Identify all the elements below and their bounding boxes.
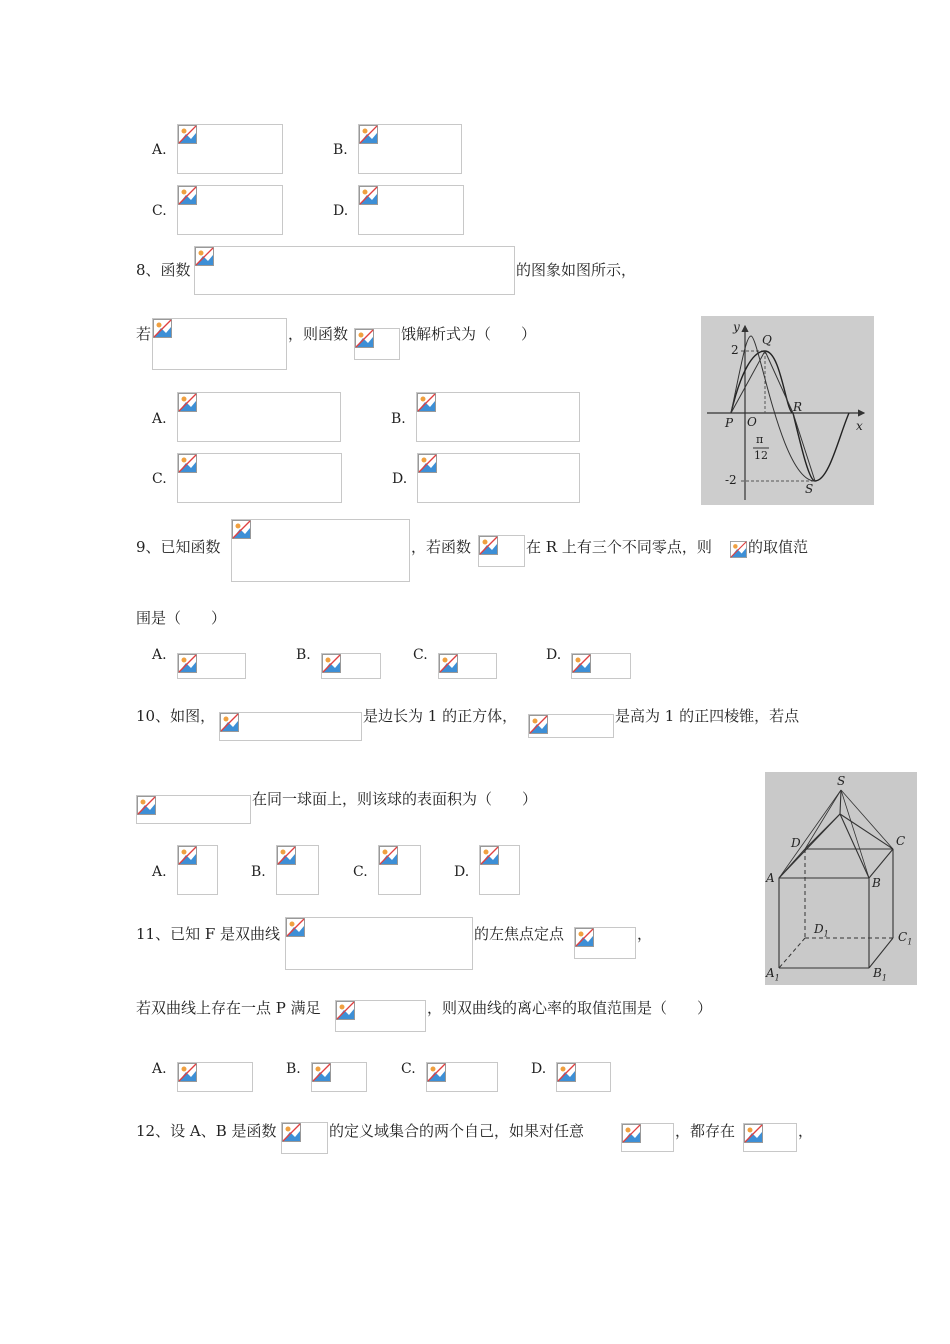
q9-option-b-label: B.: [296, 647, 311, 663]
broken-image-icon: [730, 541, 747, 558]
broken-image-icon: [529, 715, 548, 734]
broken-image-icon: [178, 654, 197, 673]
q8-stem-end: 的图象如图所示，: [516, 261, 637, 279]
q10-option-a-image: [177, 845, 218, 895]
q9-option-a-image: [177, 653, 246, 679]
q11-hyperbola-equation-image: [285, 917, 473, 970]
q9-stem-line2: 围是（ ）: [136, 609, 227, 627]
q10-stem-line2: 在同一球面上，则该球的表面积为（ ）: [252, 790, 538, 808]
q9-option-c-label: C.: [413, 647, 428, 663]
broken-image-icon: [178, 846, 197, 865]
broken-image-icon: [417, 393, 436, 412]
q9-option-a-label: A.: [152, 647, 167, 663]
broken-image-icon: [178, 125, 197, 144]
q8-fig-x-tick-12: 12: [754, 449, 768, 462]
q11-option-b-label: B.: [286, 1061, 301, 1077]
q8-option-b-label: B.: [391, 411, 406, 427]
q10-stem-mid: 是边长为 1 的正方体，: [363, 707, 518, 725]
q11-condition-start: 若双曲线上存在一点 P 满足: [136, 999, 321, 1017]
q8-option-b-image: [416, 392, 580, 442]
broken-image-icon: [557, 1063, 576, 1082]
q9-option-c-image: [438, 653, 497, 679]
broken-image-icon: [379, 846, 398, 865]
broken-image-icon: [178, 1063, 197, 1082]
q10-fig-vertex-s: S: [837, 774, 846, 788]
q8-fig-point-p: P: [725, 416, 734, 430]
q7-option-c-label: C.: [152, 203, 167, 219]
q10-fig-vertex-d: D: [791, 836, 801, 850]
q7-option-b-image: [358, 124, 462, 174]
q11-condition-image: [335, 1000, 426, 1032]
q9-option-d-image: [571, 653, 631, 679]
q12-stem-comma: ，: [798, 1122, 814, 1140]
q11-option-d-label: D.: [531, 1061, 547, 1077]
q12-stem-mid2: ，都存在: [675, 1122, 736, 1140]
q10-fig-vertex-a1: $A_1$: [766, 966, 780, 983]
q10-cube-pyramid-figure: [765, 772, 917, 985]
q12-exists-image: [743, 1123, 797, 1152]
q8-option-a-image: [177, 392, 341, 442]
broken-image-icon: [744, 1124, 763, 1143]
broken-image-icon: [312, 1063, 331, 1082]
q8-condition-start: 若: [136, 325, 152, 343]
q8-option-c-label: C.: [152, 471, 167, 487]
q8-fig-point-r: R: [793, 400, 803, 414]
q8-option-c-image: [177, 453, 342, 503]
broken-image-icon: [622, 1124, 641, 1143]
q9-option-d-label: D.: [546, 647, 562, 663]
q8-condition-end: 饿解析式为（ ）: [401, 325, 537, 343]
broken-image-icon: [359, 125, 378, 144]
q10-fig-vertex-b: B: [872, 876, 881, 890]
q8-fig-x-tick-pi: π: [756, 433, 764, 446]
q11-option-a-image: [177, 1062, 253, 1092]
q8-condition-mid: ，则函数: [288, 325, 349, 343]
q9-function-g-image: [478, 535, 525, 567]
q10-option-c-label: C.: [353, 864, 368, 880]
broken-image-icon: [575, 928, 594, 947]
broken-image-icon: [178, 186, 197, 205]
broken-image-icon: [195, 247, 214, 266]
broken-image-icon: [178, 454, 197, 473]
q10-option-c-image: [378, 845, 421, 895]
q11-stem-start: 11、已知 F 是双曲线: [136, 925, 281, 943]
broken-image-icon: [355, 329, 374, 348]
q10-fig-vertex-a: A: [766, 871, 775, 885]
q9-stem-start: 9、已知函数: [136, 538, 221, 556]
q10-option-d-image: [479, 845, 520, 895]
broken-image-icon: [418, 454, 437, 473]
q10-stem-start: 10、如图，: [136, 707, 216, 725]
q7-option-d-label: D.: [333, 203, 349, 219]
q11-fixed-point-image: [574, 927, 636, 959]
broken-image-icon: [137, 796, 156, 815]
q8-function-symbol-image: [354, 328, 400, 360]
q9-stem-mid: ，若函数: [411, 538, 472, 556]
q10-fig-vertex-c1: $C_1$: [898, 930, 913, 947]
broken-image-icon: [479, 536, 498, 555]
broken-image-icon: [277, 846, 296, 865]
q11-option-c-image: [426, 1062, 498, 1092]
q8-option-a-label: A.: [152, 411, 167, 427]
broken-image-icon: [480, 846, 499, 865]
q11-option-c-label: C.: [401, 1061, 416, 1077]
q9-piecewise-function-image: [231, 519, 410, 582]
q11-option-a-label: A.: [152, 1061, 167, 1077]
q8-fig-y-label: y: [733, 320, 740, 334]
q10-stem-end: 是高为 1 的正四棱锥，若点: [615, 707, 800, 725]
q9-parameter-image: [730, 541, 747, 559]
broken-image-icon: [178, 393, 197, 412]
broken-image-icon: [572, 654, 591, 673]
broken-image-icon: [286, 918, 305, 937]
q11-stem-mid: 的左焦点定点: [474, 925, 565, 943]
q8-fig-y-tick-minus2: -2: [725, 473, 737, 487]
q8-stem-start: 8、函数: [136, 261, 191, 279]
broken-image-icon: [439, 654, 458, 673]
q10-fig-vertex-c: C: [896, 834, 906, 848]
q12-stem-mid: 的定义域集合的两个自己，如果对任意: [329, 1122, 585, 1140]
q7-option-c-image: [177, 185, 283, 235]
q10-cube-name-image: [219, 712, 362, 741]
broken-image-icon: [153, 319, 172, 338]
broken-image-icon: [427, 1063, 446, 1082]
q10-option-a-label: A.: [152, 864, 167, 880]
broken-image-icon: [282, 1123, 301, 1142]
q8-condition-image: [152, 318, 287, 370]
q8-function-formula-image: [194, 246, 515, 295]
q12-function-image: [281, 1122, 328, 1154]
q7-option-b-label: B.: [333, 142, 348, 158]
q12-forall-image: [621, 1123, 674, 1152]
q11-stem-comma: ，: [637, 925, 653, 943]
broken-image-icon: [336, 1001, 355, 1020]
broken-image-icon: [359, 186, 378, 205]
q12-stem-start: 12、设 A、B 是函数: [136, 1122, 277, 1140]
q8-option-d-label: D.: [392, 471, 408, 487]
q8-fig-x-label: x: [856, 419, 863, 433]
q10-points-image: [136, 795, 251, 824]
q7-option-a-label: A.: [152, 142, 167, 158]
q9-stem-mid2: 在 R 上有三个不同零点，则: [526, 538, 712, 556]
q8-option-d-image: [417, 453, 580, 503]
q7-option-a-image: [177, 124, 283, 174]
broken-image-icon: [322, 654, 341, 673]
q8-fig-origin-label: O: [747, 415, 757, 429]
q10-fig-vertex-d1: $D_1$: [814, 922, 829, 939]
q10-pyramid-name-image: [528, 714, 614, 738]
q8-sine-graph-figure: [701, 316, 874, 505]
broken-image-icon: [220, 713, 239, 732]
q9-option-b-image: [321, 653, 381, 679]
q9-stem-end: 的取值范: [748, 538, 809, 556]
q11-condition-end: ，则双曲线的离心率的取值范围是（ ）: [427, 999, 713, 1017]
q8-fig-point-q: Q: [762, 333, 772, 347]
broken-image-icon: [232, 520, 251, 539]
q11-option-b-image: [311, 1062, 367, 1092]
q10-option-b-image: [276, 845, 319, 895]
q7-option-d-image: [358, 185, 464, 235]
q10-fig-vertex-b1: $B_1$: [873, 966, 887, 983]
q10-option-b-label: B.: [251, 864, 266, 880]
q11-option-d-image: [556, 1062, 611, 1092]
q8-fig-y-tick-2: 2: [731, 343, 739, 357]
q8-fig-point-s: S: [805, 482, 814, 496]
q10-option-d-label: D.: [454, 864, 470, 880]
